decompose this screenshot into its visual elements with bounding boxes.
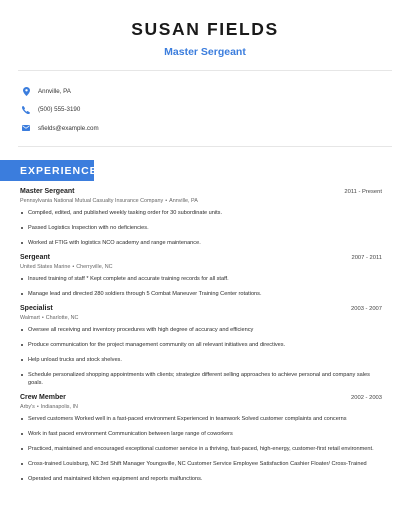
job-title: Specialist [20,305,53,312]
job-company-line: Walmart • Charlotte, NC [20,315,79,321]
candidate-name: SUSAN FIELDS [131,19,279,39]
job-location: Cherryville, NC [76,264,113,270]
job-bullets [20,275,382,298]
job-location: Charlotte, NC [45,315,79,321]
job-title: Master Sergeant [20,188,75,195]
bullet-item: Work in fast paced environment Communication between large range of coworkers [20,430,382,438]
job-title: Sergeant [20,254,50,261]
job-entry [20,254,382,298]
email-text: sfields@example.com [38,124,99,132]
job-entry [20,394,382,483]
email-icon [22,124,30,133]
bullet-item: Cross-trained Louisburg, NC 3rd Shift Manager Youngsville, NC Customer Service Employee Satisfaction Cashier Floater/ Cross-Trained [20,460,382,468]
section-title-experience: EXPERIENCE [20,165,98,177]
bullet-item: Operated and maintained kitchen equipment and reports malfunctions. [20,475,382,483]
bullet-item: Schedule personalized shopping appointments with clients; strategize different selling approaches to achieve personal and company sales goals. [20,371,382,387]
job-company: Pennsylvania National Mutual Casualty Insurance Company [20,198,164,204]
contact-email [22,119,99,137]
bullet-item: Oversee all receiving and inventory procedures with high degree of accuracy and efficiency [20,326,382,334]
job-bullets [20,209,382,247]
phone-icon [22,105,30,114]
job-company: Walmart [20,315,40,321]
contact-list [22,82,99,138]
resume-header [0,0,410,58]
job-bullets [20,415,382,483]
bullet-item: Produce communication for the project management community on all relevant initiatives and directives. [20,341,382,349]
job-entry [20,188,382,247]
phone-text: (500) 555-3190 [38,106,81,113]
bullet-item: Compiled, edited, and published weekly tasking order for 30 subordinate units. [20,209,382,217]
job-company-line: Pennsylvania National Mutual Casualty Insurance Company • Annville, PA [20,198,198,204]
bullet-item: Passed Logistics Inspection with no deficiencies. [20,224,382,232]
bullet-item: Insured training of staff * Kept complete and accurate training records for all staff. [20,275,382,283]
job-location: Indianapolis, IN [40,404,78,410]
divider [18,146,392,147]
job-dates: 2007 - 2011 [351,255,382,261]
job-title: Crew Member [20,394,66,401]
job-company-line: United States Marine • Cherryville, NC [20,264,113,270]
location-text: Annville, PA [38,87,71,95]
divider [18,70,392,71]
job-company: Arby's [20,404,35,410]
bullet-item: Manage lead and directed 280 soldiers through 5 Combat Maneuver Training Center rotations. [20,290,382,298]
contact-location [22,82,99,100]
job-dates: 2003 - 2007 [351,306,382,312]
experience-list [20,188,382,490]
job-dates: 2002 - 2003 [351,395,382,401]
bullet-item: Help unload trucks and stock shelves. [20,356,382,364]
candidate-title: Master Sergeant [164,46,246,58]
job-bullets [20,326,382,387]
contact-phone [22,101,99,119]
job-company-line: Arby's • Indianapolis, IN [20,404,78,410]
job-company: United States Marine [20,264,71,270]
job-dates: 2011 - Present [344,189,382,195]
bullet-item: Worked at FTIG with logistics NCO academy and range maintenance. [20,239,382,247]
bullet-item: Served customers Worked well in a fast-paced environment Experienced in teamwork Solved customer complaints and concerns [20,415,382,423]
location-pin-icon [22,87,30,96]
bullet-item: Practiced, maintained and encouraged exceptional customer service in a thriving, fast-paced, high-energy, customer-first retail environment. [20,445,382,453]
job-location: Annville, PA [169,198,198,204]
job-entry [20,305,382,387]
